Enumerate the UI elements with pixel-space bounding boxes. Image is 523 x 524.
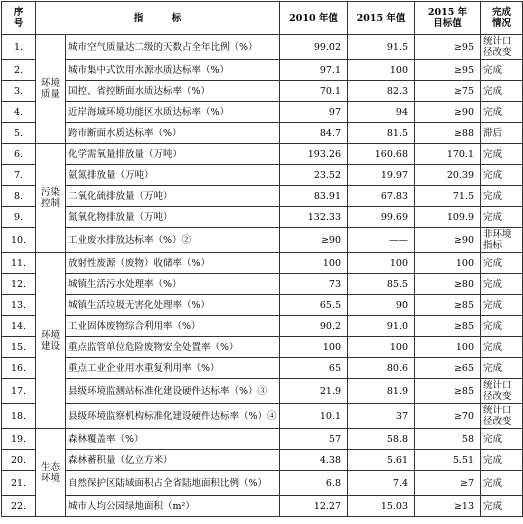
- indicator-name: 跨市断面水质达标率（%）: [66, 123, 280, 144]
- table-row: [2, 316, 523, 337]
- completion-status: 完成: [481, 144, 523, 165]
- target-2015: 71.5: [415, 186, 481, 207]
- header-indicator: 指 标: [36, 2, 280, 35]
- table-row: [2, 81, 523, 102]
- value-2010: 6.8: [280, 471, 348, 496]
- value-2010: 84.7: [280, 123, 348, 144]
- row-number: 9.: [2, 207, 36, 228]
- value-2015: 160.68: [348, 144, 415, 165]
- target-2015: ≥13: [415, 496, 481, 517]
- value-2010: 4.38: [280, 450, 348, 471]
- completion-status: 统计口径改变: [481, 35, 523, 60]
- row-number: 5.: [2, 123, 36, 144]
- completion-status: 完成: [481, 295, 523, 316]
- value-2010: 97.1: [280, 60, 348, 81]
- table-body: [2, 35, 523, 517]
- value-2010: 99.02: [280, 35, 348, 60]
- row-number: 14.: [2, 316, 36, 337]
- table-row: [2, 358, 523, 379]
- header-target: 2015 年 目标值: [415, 2, 481, 35]
- target-2015: ≥85: [415, 379, 481, 404]
- indicator-name: 城市空气质量达二级的天数占全年比例（%）: [66, 35, 280, 60]
- table-row: [2, 429, 523, 450]
- indicator-name: 重点监管单位危险废物安全处置率（%）: [66, 337, 280, 358]
- completion-status: 完成: [481, 337, 523, 358]
- table-row: [2, 123, 523, 144]
- table-row: [2, 471, 523, 496]
- table-row: [2, 253, 523, 274]
- value-2010: 70.1: [280, 81, 348, 102]
- table-row: [2, 496, 523, 517]
- indicator-name: 氮氧化物排放量（万吨）: [66, 207, 280, 228]
- completion-status: 非环境指标: [481, 228, 523, 253]
- row-number: 19.: [2, 429, 36, 450]
- row-number: 1.: [2, 35, 36, 60]
- value-2015: 80.6: [348, 358, 415, 379]
- target-2015: ≥95: [415, 60, 481, 81]
- completion-status: 滞后: [481, 123, 523, 144]
- target-2015: ≥88: [415, 123, 481, 144]
- table-row: [2, 379, 523, 404]
- value-2015: 67.83: [348, 186, 415, 207]
- indicator-name: 城市人均公园绿地面积（m²）: [66, 496, 280, 517]
- completion-status: 统计口径改变: [481, 404, 523, 429]
- indicator-name: 二氧化硫排放量（万吨）: [66, 186, 280, 207]
- row-number: 16.: [2, 358, 36, 379]
- target-2015: ≥95: [415, 35, 481, 60]
- target-2015: 109.9: [415, 207, 481, 228]
- value-2010: ≥90: [280, 228, 348, 253]
- value-2010: 90.2: [280, 316, 348, 337]
- header-2015: 2015 年值: [348, 2, 415, 35]
- row-number: 2.: [2, 60, 36, 81]
- value-2015: ——: [348, 228, 415, 253]
- table-row: [2, 207, 523, 228]
- target-2015: 20.39: [415, 165, 481, 186]
- table-row: [2, 102, 523, 123]
- value-2010: 10.1: [280, 404, 348, 429]
- target-2015: ≥70: [415, 404, 481, 429]
- target-2015: ≥90: [415, 102, 481, 123]
- completion-status: 统计口径改变: [481, 379, 523, 404]
- target-2015: ≥85: [415, 316, 481, 337]
- table-row: [2, 274, 523, 295]
- value-2015: 99.69: [348, 207, 415, 228]
- row-number: 8.: [2, 186, 36, 207]
- indicator-name: 工业固体废物综合利用率（%）: [66, 316, 280, 337]
- table-row: [2, 337, 523, 358]
- row-number: 10.: [2, 228, 36, 253]
- indicator-name: 重点工业企业用水重复利用率（%）: [66, 358, 280, 379]
- target-2015: ≥90: [415, 228, 481, 253]
- target-2015: ≥65: [415, 358, 481, 379]
- value-2015: 82.3: [348, 81, 415, 102]
- row-number: 17.: [2, 379, 36, 404]
- category-cell: 生态 环境: [36, 429, 66, 517]
- completion-status: 完成: [481, 471, 523, 496]
- target-2015: ≥85: [415, 295, 481, 316]
- completion-status: 完成: [481, 165, 523, 186]
- row-number: 13.: [2, 295, 36, 316]
- environment-indicators-table: [1, 1, 523, 517]
- indicator-name: 化学需氧量排放量（万吨）: [66, 144, 280, 165]
- value-2015: 85.5: [348, 274, 415, 295]
- value-2015: 100: [348, 337, 415, 358]
- table-row: [2, 295, 523, 316]
- completion-status: 完成: [481, 429, 523, 450]
- header-status: 完成 情况: [481, 2, 523, 35]
- table-row: [2, 35, 523, 60]
- value-2015: 91.5: [348, 35, 415, 60]
- indicator-name: 近岸海域环境功能区水质达标率（%）: [66, 102, 280, 123]
- value-2010: 193.26: [280, 144, 348, 165]
- row-number: 21.: [2, 471, 36, 496]
- row-number: 22.: [2, 496, 36, 517]
- indicator-name: 县级环境监测站标准化建设硬件达标率（%）③: [66, 379, 280, 404]
- value-2015: 15.03: [348, 496, 415, 517]
- table-row: [2, 404, 523, 429]
- target-2015: 58: [415, 429, 481, 450]
- indicator-name: 县级环境监察机构标准化建设硬件达标率（%）④: [66, 404, 280, 429]
- completion-status: 完成: [481, 186, 523, 207]
- target-2015: 100: [415, 337, 481, 358]
- indicator-name: 城镇生活垃圾无害化处理率（%）: [66, 295, 280, 316]
- completion-status: 完成: [481, 102, 523, 123]
- indicator-name: 城市集中式饮用水源水质达标率（%）: [66, 60, 280, 81]
- value-2015: 91.0: [348, 316, 415, 337]
- table-row: [2, 144, 523, 165]
- indicator-name: 森林覆盖率（%）: [66, 429, 280, 450]
- value-2015: 81.5: [348, 123, 415, 144]
- category-cell: 污染 控制: [36, 144, 66, 253]
- target-2015: ≥80: [415, 274, 481, 295]
- table-row: [2, 450, 523, 471]
- completion-status: 完成: [481, 274, 523, 295]
- row-number: 6.: [2, 144, 36, 165]
- value-2010: 100: [280, 337, 348, 358]
- target-2015: 5.51: [415, 450, 481, 471]
- table-row: [2, 228, 523, 253]
- value-2010: 65: [280, 358, 348, 379]
- completion-status: 完成: [481, 450, 523, 471]
- value-2010: 21.9: [280, 379, 348, 404]
- value-2015: 94: [348, 102, 415, 123]
- table-row: [2, 60, 523, 81]
- row-number: 3.: [2, 81, 36, 102]
- table-row: [2, 165, 523, 186]
- value-2015: 37: [348, 404, 415, 429]
- indicator-name: 氨氮排放量（万吨）: [66, 165, 280, 186]
- indicator-name: 工业废水排放达标率（%）②: [66, 228, 280, 253]
- target-2015: ≥75: [415, 81, 481, 102]
- value-2015: 81.9: [348, 379, 415, 404]
- indicator-name: 自然保护区陆域面积占全省陆地面积比例（%）: [66, 471, 280, 496]
- value-2010: 57: [280, 429, 348, 450]
- indicator-name: 城镇生活污水处理率（%）: [66, 274, 280, 295]
- value-2010: 132.33: [280, 207, 348, 228]
- completion-status: 完成: [481, 207, 523, 228]
- target-2015: 170.1: [415, 144, 481, 165]
- indicator-name: 放射性废源（废物）收储率（%）: [66, 253, 280, 274]
- completion-status: 完成: [481, 316, 523, 337]
- row-number: 18.: [2, 404, 36, 429]
- value-2010: 65.5: [280, 295, 348, 316]
- header-2010: 2010 年值: [280, 2, 348, 35]
- value-2010: 83.91: [280, 186, 348, 207]
- completion-status: 完成: [481, 253, 523, 274]
- value-2015: 90: [348, 295, 415, 316]
- value-2015: 5.61: [348, 450, 415, 471]
- category-cell: 环境 建设: [36, 253, 66, 429]
- header-no: 序 号: [2, 2, 36, 35]
- table-row: [2, 186, 523, 207]
- row-number: 4.: [2, 102, 36, 123]
- value-2010: 23.52: [280, 165, 348, 186]
- value-2010: 12.27: [280, 496, 348, 517]
- header-row: [2, 2, 523, 35]
- row-number: 12.: [2, 274, 36, 295]
- completion-status: 完成: [481, 496, 523, 517]
- value-2015: 100: [348, 253, 415, 274]
- indicator-name: 森林蓄积量（亿立方米）: [66, 450, 280, 471]
- target-2015: ≥7: [415, 471, 481, 496]
- indicator-name: 国控、省控断面水质达标率（%）: [66, 81, 280, 102]
- value-2015: 100: [348, 60, 415, 81]
- row-number: 11.: [2, 253, 36, 274]
- category-cell: 环境 质量: [36, 35, 66, 144]
- row-number: 15.: [2, 337, 36, 358]
- value-2015: 58.8: [348, 429, 415, 450]
- value-2015: 7.4: [348, 471, 415, 496]
- row-number: 7.: [2, 165, 36, 186]
- completion-status: 完成: [481, 60, 523, 81]
- value-2015: 19.97: [348, 165, 415, 186]
- target-2015: 100: [415, 253, 481, 274]
- value-2010: 73: [280, 274, 348, 295]
- value-2010: 97: [280, 102, 348, 123]
- row-number: 20.: [2, 450, 36, 471]
- completion-status: 完成: [481, 358, 523, 379]
- completion-status: 完成: [481, 81, 523, 102]
- value-2010: 100: [280, 253, 348, 274]
